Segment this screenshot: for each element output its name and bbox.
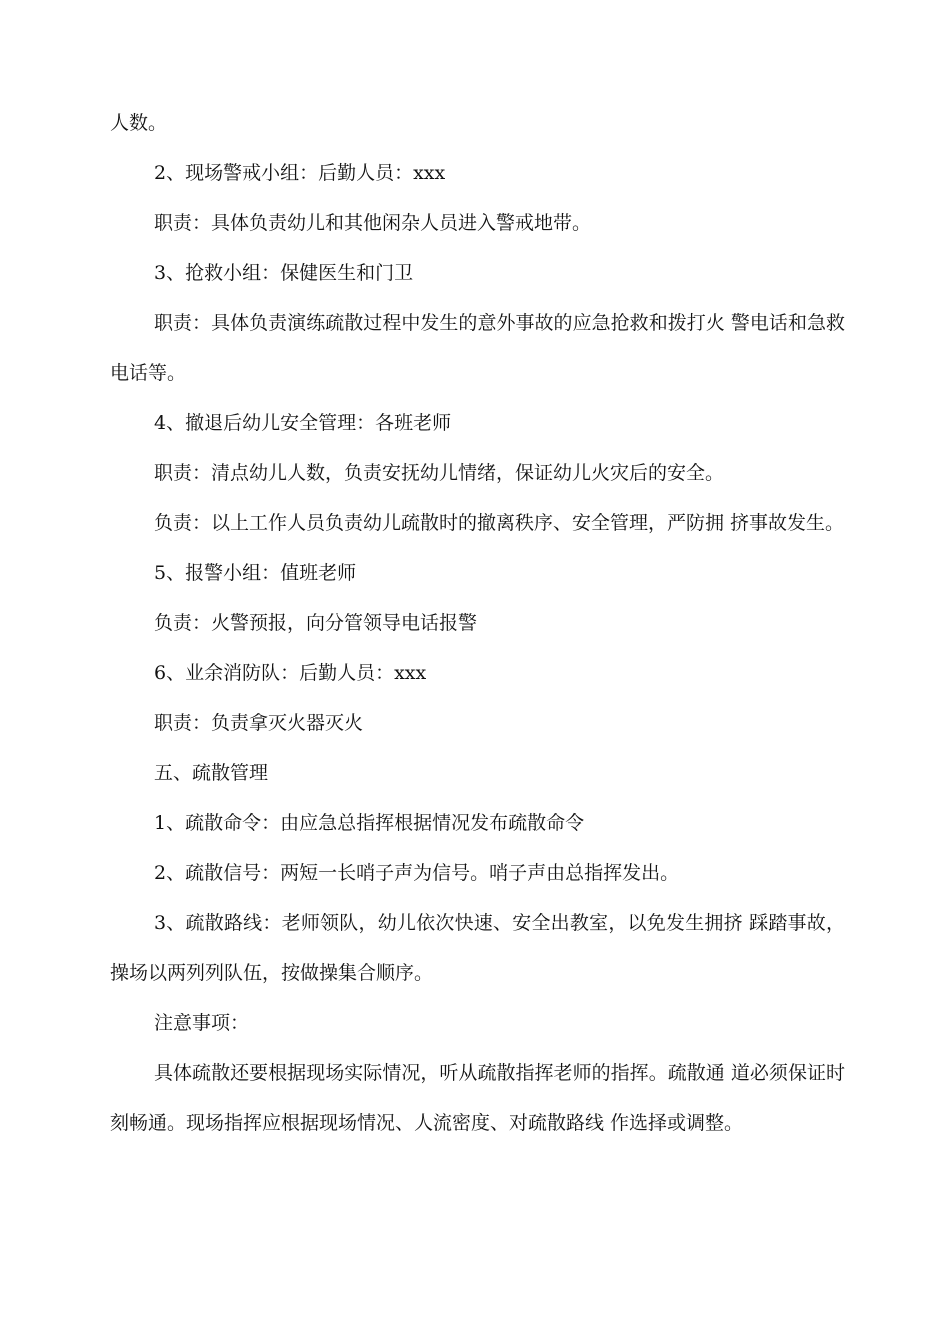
- paragraph: 2、疏散信号：两短一长哨子声为信号。哨子声由总指挥发出。: [154, 862, 680, 884]
- paragraph: 负责：以上工作人员负责幼儿疏散时的撤离秩序、安全管理，严防拥 挤事故发生。: [154, 512, 845, 534]
- paragraph: 3、抢救小组：保健医生和门卫: [154, 262, 414, 284]
- section-heading: 五、疏散管理: [154, 762, 269, 784]
- paragraph: 职责：具体负责幼儿和其他闲杂人员进入警戒地带。: [154, 212, 592, 234]
- document-body: [110, 98, 845, 1148]
- paragraph: 3、疏散路线：老师领队，幼儿依次快速、安全出教室，以免发生拥挤 踩踏事故，操场以两列列队伍，按做操集合顺序。: [110, 912, 845, 984]
- paragraph: 4、撤退后幼儿安全管理：各班老师: [154, 412, 452, 434]
- paragraph: 注意事项：: [154, 1012, 250, 1034]
- paragraph: 职责：具体负责演练疏散过程中发生的意外事故的应急抢救和拨打火 警电话和急救电话等。: [110, 312, 845, 384]
- paragraph: 5、报警小组：值班老师: [154, 562, 357, 584]
- paragraph: 1、疏散命令：由应急总指挥根据情况发布疏散命令: [154, 812, 585, 834]
- paragraph: 负责：火警预报，向分管领导电话报警: [154, 612, 478, 634]
- paragraph: 职责：负责拿灭火器灭火: [154, 712, 364, 734]
- paragraph: 人数。: [110, 112, 168, 134]
- paragraph: 职责：清点幼儿人数，负责安抚幼儿情绪，保证幼儿火灾后的安全。: [154, 462, 725, 484]
- paragraph: 2、现场警戒小组：后勤人员：xxx: [154, 162, 446, 184]
- paragraph: 具体疏散还要根据现场实际情况，听从疏散指挥老师的指挥。疏散通 道必须保证时刻畅通。现场指挥应根据现场情况、人流密度、对疏散路线 作选择或调整。: [110, 1062, 845, 1134]
- paragraph: 6、业余消防队：后勤人员：xxx: [154, 662, 427, 684]
